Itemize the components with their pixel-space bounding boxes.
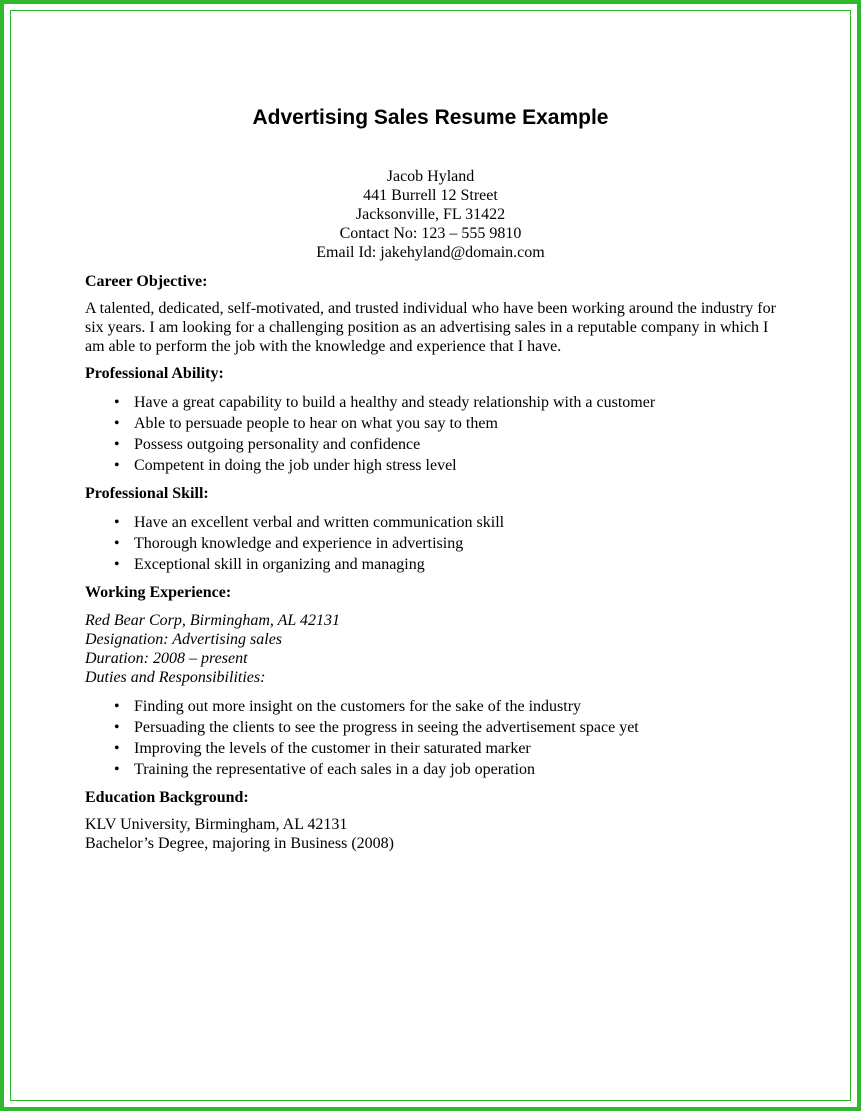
working-experience-details [85,611,785,687]
list-item [85,717,785,738]
bullet-icon: • [114,719,120,736]
professional-skill-list [85,512,785,575]
professional-skill-heading: Professional Skill: [85,485,209,502]
list-item-text: Improving the levels of the customer in their saturated marker [134,740,531,757]
contact-street: 441 Burrell 12 Street [363,187,498,204]
bullet-icon: • [114,415,120,432]
list-item-text: Have an excellent verbal and written communication skill [134,514,505,531]
list-item-text: Finding out more insight on the customers for the sake of the industry [134,698,582,715]
document-title: Advertising Sales Resume Example [252,106,609,129]
duration-line: Duration: 2008 – present [85,650,248,667]
list-item [85,392,785,413]
contact-phone: Contact No: 123 – 555 9810 [339,225,522,242]
working-experience-heading: Working Experience: [85,584,232,601]
professional-ability-list [85,392,785,476]
list-item-text: Exceptional skill in organizing and managing [134,556,425,573]
bullet-icon: • [114,394,120,411]
list-item [85,413,785,434]
bullet-icon: • [114,436,120,453]
bullet-icon: • [114,514,120,531]
designation-line: Designation: Advertising sales [85,631,283,648]
contact-name: Jacob Hyland [386,168,475,185]
bullet-icon: • [114,740,120,757]
list-item [85,533,785,554]
list-item [85,455,785,476]
bullet-icon: • [114,761,120,778]
bullet-icon: • [114,698,120,715]
school-line: KLV University, Birmingham, AL 42131 [85,816,348,833]
bullet-icon: • [114,457,120,474]
professional-ability-heading: Professional Ability: [85,365,224,382]
list-item [85,554,785,575]
education-details [85,815,785,853]
duties-label: Duties and Responsibilities: [85,669,266,686]
list-item [85,759,785,780]
bullet-icon: • [114,556,120,573]
resume-body [85,272,785,853]
contact-city: Jacksonville, FL 31422 [355,206,506,223]
list-item-text: Thorough knowledge and experience in advertising [134,535,464,552]
list-item-text: Competent in doing the job under high stress level [134,457,457,474]
list-item-text: Possess outgoing personality and confidence [134,436,421,453]
list-item [85,738,785,759]
contact-block [4,167,857,262]
education-heading: Education Background: [85,789,249,806]
degree-line: Bachelor’s Degree, majoring in Business (2008) [85,835,394,852]
career-objective-heading: Career Objective: [85,273,208,290]
contact-email: Email Id: jakehyland@domain.com [316,244,545,261]
list-item-text: Able to persuade people to hear on what you say to them [134,415,498,432]
career-objective-text: A talented, dedicated, self-motivated, and trusted individual who have been working around the industry for six years. I am looking for a challenging position as an advertising sales in a reputable company in which I am able to perform the job with the knowledge and experience that I have. [85,300,776,355]
list-item [85,434,785,455]
company-line: Red Bear Corp, Birmingham, AL 42131 [85,612,340,629]
duties-list [85,696,785,780]
list-item-text: Training the representative of each sales in a day job operation [134,761,536,778]
list-item [85,696,785,717]
list-item-text: Persuading the clients to see the progress in seeing the advertisement space yet [134,719,639,736]
list-item-text: Have a great capability to build a healthy and steady relationship with a customer [134,394,656,411]
list-item [85,512,785,533]
bullet-icon: • [114,535,120,552]
